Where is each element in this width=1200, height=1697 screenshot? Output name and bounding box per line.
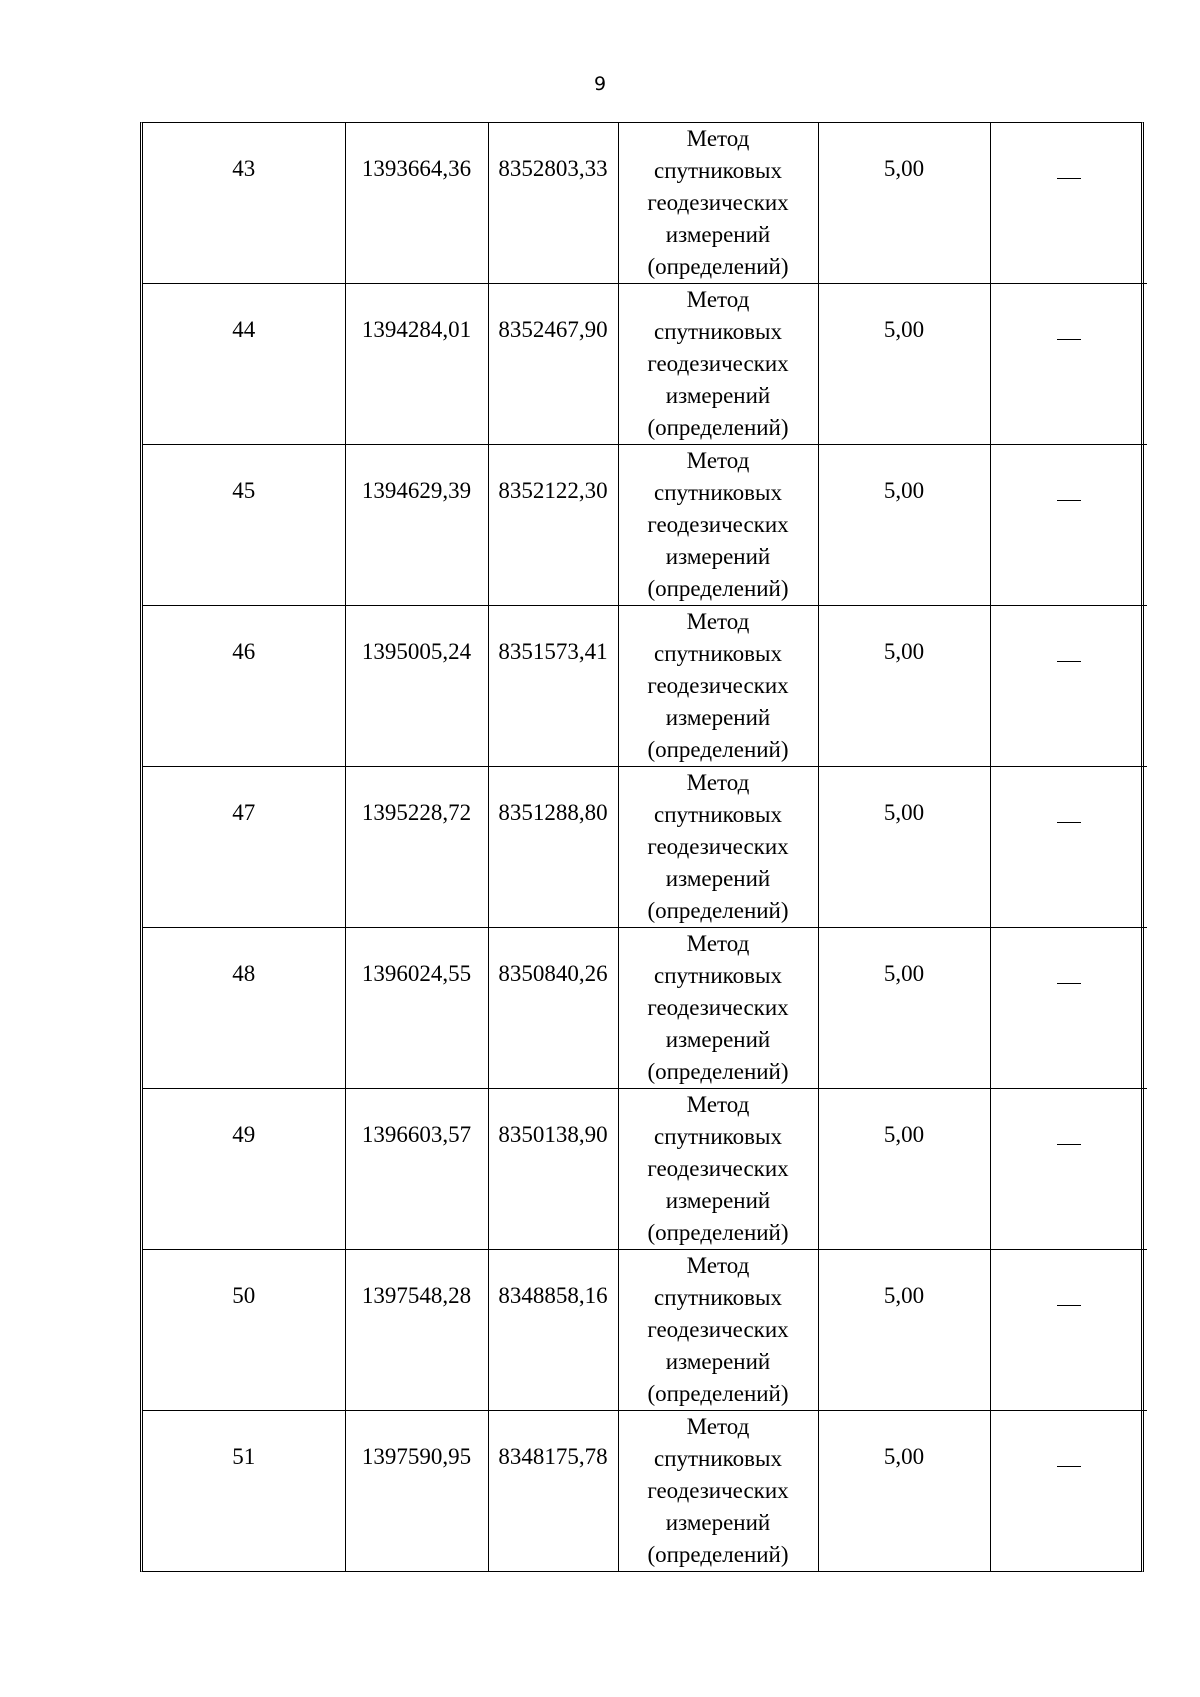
method-line: геодезических	[647, 190, 789, 215]
dash-mark	[1057, 661, 1081, 662]
method-line: геодезических	[647, 995, 789, 1020]
method-line: измерений	[665, 222, 771, 247]
method-line: (определений)	[647, 576, 789, 601]
note-cell	[990, 1089, 1147, 1250]
method-line: (определений)	[647, 1220, 789, 1245]
table-row	[143, 123, 1147, 284]
method-line: (определений)	[647, 1381, 789, 1406]
coordinate-y: 8351288,80	[488, 767, 618, 928]
method-line: спутниковых	[653, 480, 782, 505]
coordinate-x: 1397548,28	[345, 1250, 488, 1411]
coordinate-y: 8348858,16	[488, 1250, 618, 1411]
coordinate-y: 8350840,26	[488, 928, 618, 1089]
point-number: 46	[143, 606, 345, 767]
note-cell	[990, 928, 1147, 1089]
point-number: 44	[143, 284, 345, 445]
dash-mark	[1057, 822, 1081, 823]
method-line: спутниковых	[653, 319, 782, 344]
method-cell	[618, 767, 818, 928]
method-line: Метод	[686, 770, 750, 795]
method-line: (определений)	[647, 1542, 789, 1567]
accuracy-value: 5,00	[818, 1089, 990, 1250]
coordinate-y: 8352803,33	[488, 123, 618, 284]
accuracy-value: 5,00	[818, 1250, 990, 1411]
table-row	[143, 928, 1147, 1089]
method-line: Метод	[686, 931, 750, 956]
method-line: Метод	[686, 1414, 750, 1439]
coordinate-y: 8352467,90	[488, 284, 618, 445]
method-line: спутниковых	[653, 641, 782, 666]
method-line: геодезических	[647, 1317, 789, 1342]
method-cell	[618, 1089, 818, 1250]
dash-mark	[1057, 339, 1081, 340]
coordinate-y: 8350138,90	[488, 1089, 618, 1250]
method-cell	[618, 445, 818, 606]
method-line: геодезических	[647, 351, 789, 376]
point-number: 50	[143, 1250, 345, 1411]
table-row	[143, 284, 1147, 445]
note-cell	[990, 606, 1147, 767]
method-line: измерений	[665, 866, 771, 891]
coordinates-table	[140, 122, 1144, 1572]
note-cell	[990, 1250, 1147, 1411]
method-cell	[618, 928, 818, 1089]
method-line: (определений)	[647, 737, 789, 762]
dash-mark	[1057, 1466, 1081, 1467]
coordinate-x: 1396024,55	[345, 928, 488, 1089]
method-line: измерений	[665, 1027, 771, 1052]
coordinate-y: 8351573,41	[488, 606, 618, 767]
accuracy-value: 5,00	[818, 445, 990, 606]
table-row	[143, 1250, 1147, 1411]
method-line: Метод	[686, 609, 750, 634]
method-line: спутниковых	[653, 1124, 782, 1149]
method-line: Метод	[686, 1092, 750, 1117]
dash-mark	[1057, 983, 1081, 984]
coordinate-y: 8352122,30	[488, 445, 618, 606]
coordinate-x: 1397590,95	[345, 1411, 488, 1572]
accuracy-value: 5,00	[818, 767, 990, 928]
table-row	[143, 445, 1147, 606]
table-row	[143, 1411, 1147, 1572]
point-number: 47	[143, 767, 345, 928]
table-body	[143, 123, 1147, 1571]
method-line: спутниковых	[653, 1446, 782, 1471]
point-number: 48	[143, 928, 345, 1089]
coordinate-x: 1394629,39	[345, 445, 488, 606]
note-cell	[990, 1411, 1147, 1572]
table-row	[143, 1089, 1147, 1250]
dash-mark	[1057, 1144, 1081, 1145]
method-line: измерений	[665, 383, 771, 408]
method-line: Метод	[686, 126, 750, 151]
page-number: 9	[593, 73, 607, 95]
coordinate-x: 1395005,24	[345, 606, 488, 767]
dash-mark	[1057, 500, 1081, 501]
method-line: геодезических	[647, 1478, 789, 1503]
accuracy-value: 5,00	[818, 1411, 990, 1572]
method-line: Метод	[686, 1253, 750, 1278]
note-cell	[990, 284, 1147, 445]
point-number: 51	[143, 1411, 345, 1572]
method-cell	[618, 1411, 818, 1572]
accuracy-value: 5,00	[818, 606, 990, 767]
method-line: спутниковых	[653, 158, 782, 183]
note-cell	[990, 767, 1147, 928]
method-cell	[618, 284, 818, 445]
method-line: спутниковых	[653, 802, 782, 827]
dash-mark	[1057, 178, 1081, 179]
method-line: геодезических	[647, 834, 789, 859]
dash-mark	[1057, 1305, 1081, 1306]
method-line: Метод	[686, 287, 750, 312]
method-line: Метод	[686, 448, 750, 473]
coordinate-x: 1393664,36	[345, 123, 488, 284]
accuracy-value: 5,00	[818, 123, 990, 284]
method-line: измерений	[665, 1188, 771, 1213]
method-line: (определений)	[647, 1059, 789, 1084]
accuracy-value: 5,00	[818, 284, 990, 445]
coordinate-y: 8348175,78	[488, 1411, 618, 1572]
point-number: 43	[143, 123, 345, 284]
method-line: геодезических	[647, 1156, 789, 1181]
coordinate-x: 1396603,57	[345, 1089, 488, 1250]
method-line: измерений	[665, 544, 771, 569]
method-line: геодезических	[647, 673, 789, 698]
method-line: спутниковых	[653, 963, 782, 988]
method-line: измерений	[665, 1510, 771, 1535]
method-cell	[618, 123, 818, 284]
method-cell	[618, 606, 818, 767]
note-cell	[990, 445, 1147, 606]
method-line: (определений)	[647, 898, 789, 923]
method-line: (определений)	[647, 415, 789, 440]
method-cell	[618, 1250, 818, 1411]
note-cell	[990, 123, 1147, 284]
method-line: измерений	[665, 705, 771, 730]
method-line: измерений	[665, 1349, 771, 1374]
method-line: геодезических	[647, 512, 789, 537]
table-row	[143, 767, 1147, 928]
point-number: 45	[143, 445, 345, 606]
accuracy-value: 5,00	[818, 928, 990, 1089]
coordinate-x: 1395228,72	[345, 767, 488, 928]
coordinate-x: 1394284,01	[345, 284, 488, 445]
point-number: 49	[143, 1089, 345, 1250]
method-line: (определений)	[647, 254, 789, 279]
table-row	[143, 606, 1147, 767]
method-line: спутниковых	[653, 1285, 782, 1310]
